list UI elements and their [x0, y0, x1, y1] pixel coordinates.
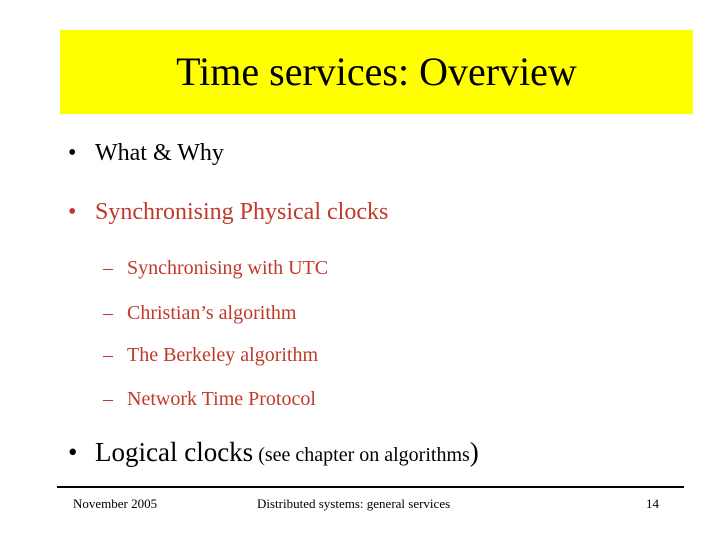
- bullet-text: Logical clocks: [95, 437, 254, 467]
- bullet-note-close: ): [469, 437, 479, 467]
- slide-title: Time services: Overview: [176, 49, 577, 94]
- sub-bullet-utc: [103, 258, 328, 278]
- bullet-marker: •: [68, 199, 77, 225]
- bullet-marker: •: [68, 140, 77, 166]
- title-banner: [60, 30, 693, 114]
- footer-date: November 2005: [73, 496, 158, 511]
- footer-course-title: Distributed systems: general services: [257, 496, 451, 511]
- bullet-logical-clocks: [68, 439, 479, 466]
- bullet-physical-clocks: [68, 200, 388, 224]
- sub-bullet-ntp: [103, 389, 316, 409]
- sub-bullet-text: Synchronising with UTC: [127, 257, 329, 279]
- bullet-note: (see chapter on algorithms: [253, 444, 470, 466]
- footer-page-number: 14: [646, 496, 659, 511]
- sub-bullet-text: The Berkeley algorithm: [127, 344, 319, 366]
- sub-bullet-marker: –: [103, 344, 113, 366]
- sub-bullet-christian: [103, 303, 296, 323]
- sub-bullet-text: Network Time Protocol: [127, 388, 316, 410]
- bullet-marker: •: [68, 437, 78, 467]
- sub-bullet-marker: –: [103, 388, 113, 410]
- bullet-what-why: [68, 141, 224, 165]
- sub-bullet-marker: –: [103, 257, 113, 279]
- sub-bullet-berkeley: [103, 345, 318, 365]
- bullet-text: Synchronising Physical clocks: [95, 199, 389, 225]
- sub-bullet-marker: –: [103, 302, 113, 324]
- footer-divider: [57, 486, 684, 488]
- sub-bullet-text: Christian’s algorithm: [127, 302, 297, 324]
- bullet-text: What & Why: [95, 140, 224, 166]
